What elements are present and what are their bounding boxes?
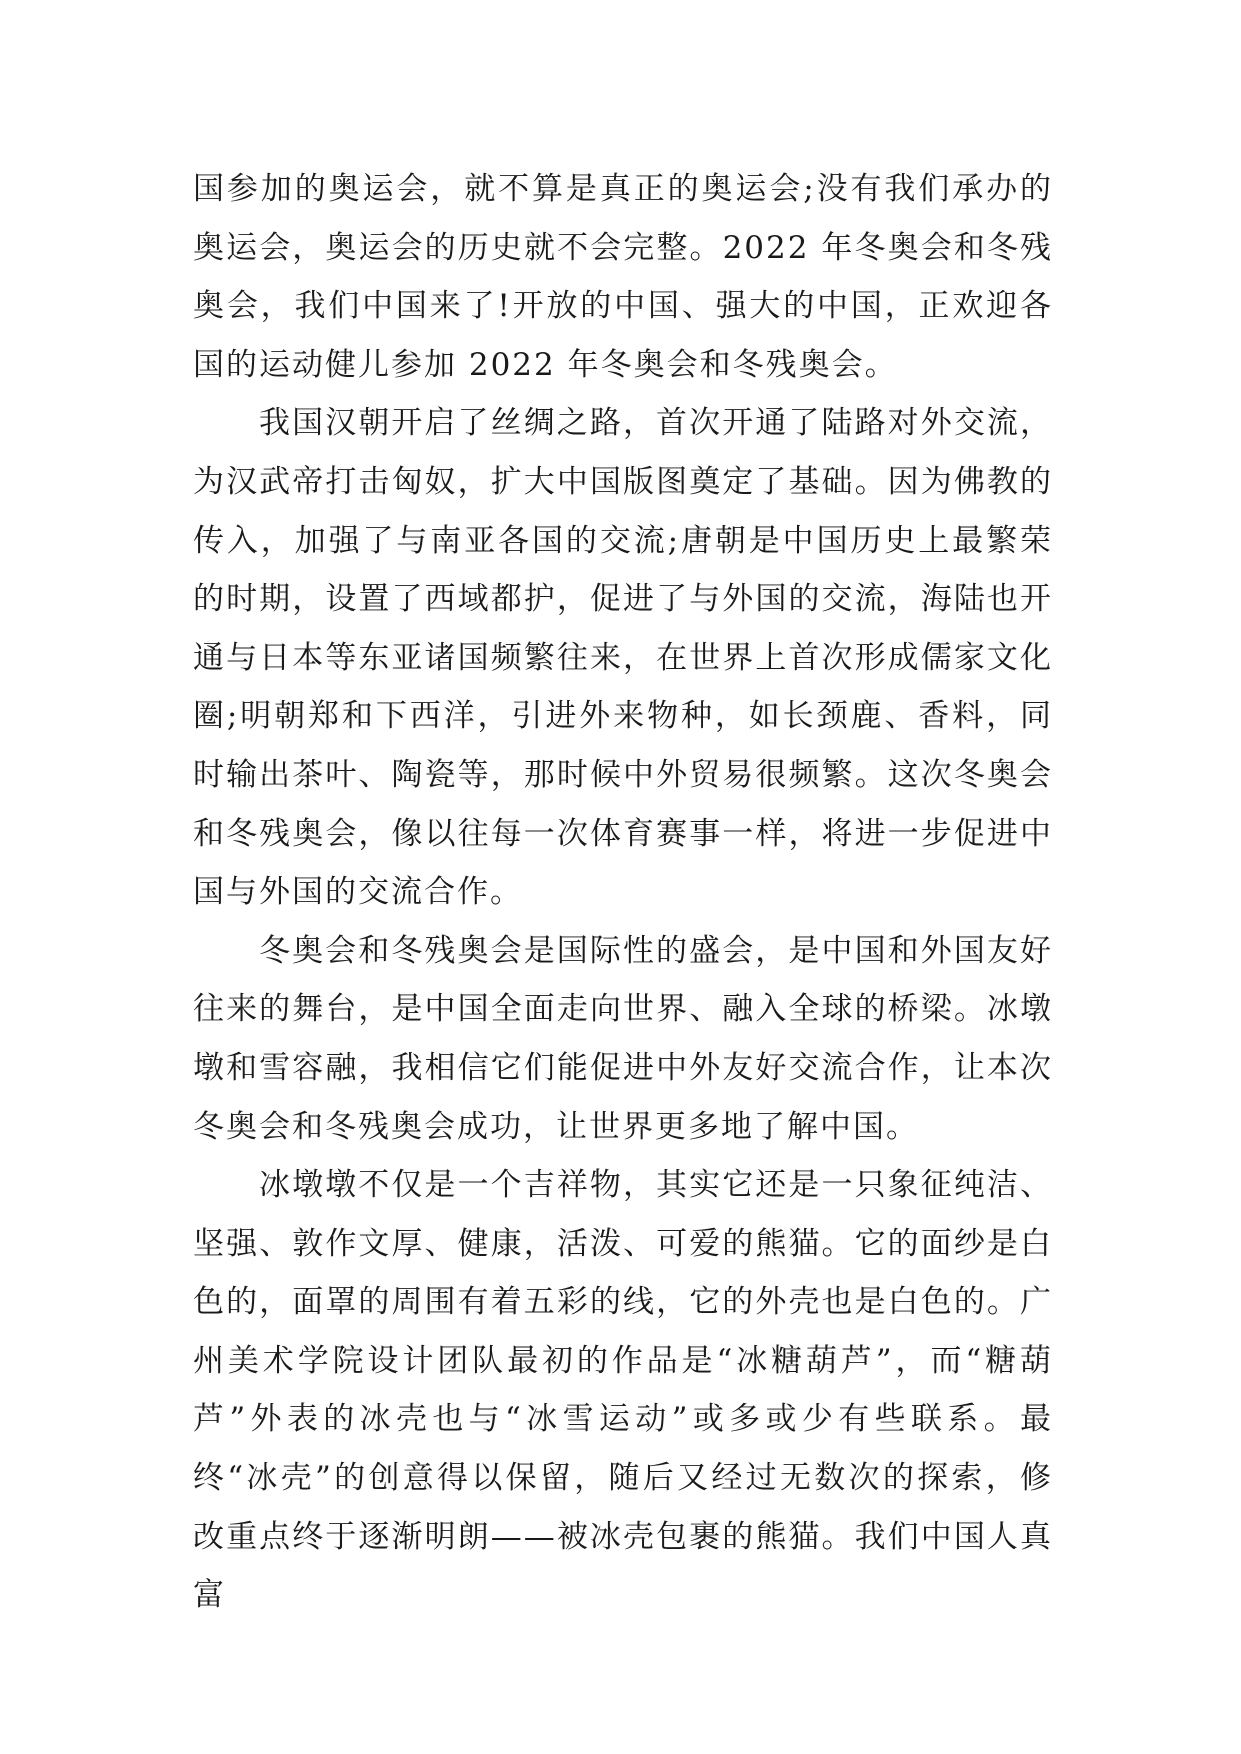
paragraph-bing-dwen-dwen: 冰墩墩不仅是一个吉祥物，其实它还是一只象征纯洁、坚强、敦作文厚、健康，活泼、可爱的熊猫。它的面纱是白色的，面罩的周围有着五彩的线，它的外壳也是白色的。广州美术学院设计团队最初的作品是“冰糖葫芦”，而“糖葫芦”外表的冰壳也与“冰雪运动”或多或少有些联系。最终“冰壳”的创意得以保留，随后又经过无数次的探索，修改重点终于逐渐明朗——被冰壳包裹的熊猫。我们中国人真富 bbox=[193, 1167, 1053, 1614]
paragraph-olympics-hosting: 国参加的奥运会，就不算是真正的奥运会;没有我们承办的奥运会，奥运会的历史就不会完整。2022 年冬奥会和冬残奥会，我们中国来了!开放的中国、强大的中国，正欢迎各国的运动健儿参加 2022 年冬奥会和冬残奥会。 bbox=[193, 171, 1053, 383]
paragraph-international-event: 冬奥会和冬残奥会是国际性的盛会，是中国和外国友好往来的舞台，是中国全面走向世界、融入全球的桥梁。冰墩墩和雪容融，我相信它们能促进中外友好交流合作，让本次冬奥会和冬残奥会成功，让世界更多地了解中国。 bbox=[193, 932, 1053, 1145]
paragraph-history-exchange: 我国汉朝开启了丝绸之路，首次开通了陆路对外交流，为汉武帝打击匈奴，扩大中国版图奠定了基础。因为佛教的传入，加强了与南亚各国的交流;唐朝是中国历史上最繁荣的时期，设置了西域都护，促进了与外国的交流，海陆也开通与日本等东亚诸国频繁往来，在世界上首次形成儒家文化圈;明朝郑和下西洋，引进外来物种，如长颈鹿、香料，同时输出茶叶、陶瓷等，那时候中外贸易很频繁。这次冬奥会和冬残奥会，像以往每一次体育赛事一样，将进一步促进中国与外国的交流合作。 bbox=[193, 405, 1053, 911]
document-body bbox=[193, 160, 1053, 1625]
